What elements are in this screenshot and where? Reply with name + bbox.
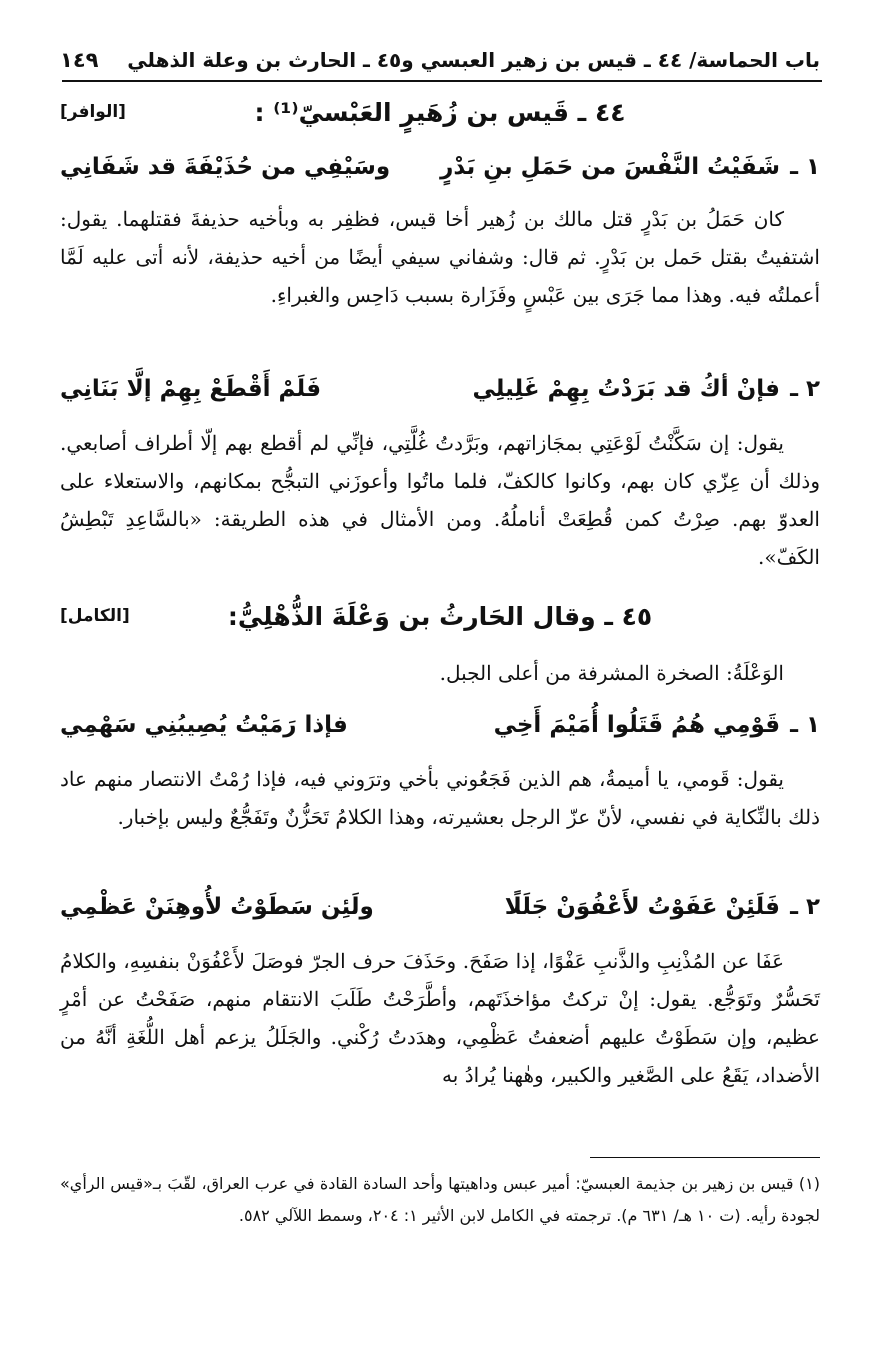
running-title: باب الحماسة/ ٤٤ ـ قيس بن زهير العبسي و٤٥ ـ الحارث بن وعلة الذهلي — [127, 48, 820, 72]
verse-line — [60, 890, 820, 934]
verse-hemistich-second: ولَئِن سَطَوْتُ لأُوهِنَنْ عَظْمِي — [60, 894, 374, 920]
intro-text: الوَعْلَةُ: الصخرة المشرفة من أعلى الجبل. — [439, 661, 784, 685]
verse-commentary — [60, 760, 820, 836]
meter-label: [الوافر] — [60, 102, 126, 122]
commentary-text: كان حَمَلُ بن بَدْرٍ قتل مالك بن زُهير أخا قيس، فظفِر به وبأخيه حذيفةَ فقتلهما. يقول: اشتفيتُ بقتل حَمل بن بَدْرٍ. ثم قال: وشفاني سيفي أيضًا من أخيه حذيفة، لأنه أتى عليه لَمَّا أعملتُه فيه. وهذا مما جَرَى بين عَبْسٍ وفَزَارة بسبب دَاحِس والغبراءِ. — [60, 207, 820, 307]
poem-heading-45 — [60, 600, 820, 644]
verse-number: ١ ـ — [790, 154, 820, 180]
verse-number: ١ ـ — [790, 712, 820, 738]
verse-line — [60, 708, 820, 752]
poem-title: ٤٤ ـ قَيس بن زُهَيرٍ العَبْسيّ⁽¹⁾ : — [254, 98, 626, 127]
intro-note — [60, 654, 820, 692]
commentary-text: يقول: قَومي، يا أميمةُ، هم الذين فَجَعُوني بأخي وترَوني فيه، فإذا رُمْتُ الانتصار منهم عاد ذلك بالنِّكاية في نفسي، لأنّ عزّ الرجل بعشيرته، وهذا الكلامُ تَحَزُّنٌ وتَفَجُّعٌ وليس بإخبار. — [60, 767, 820, 829]
commentary-text: يقول: إن سَكَّنْتُ لَوْعَتِي بمجَازاتهم، وبَرَّدتُ غُلَّتِي، فإنِّي لم أقطع بهم إلّا أطراف أصابعي. وذلك أن عِزّي كان بهم، وكانوا كالكفّ، فلما ماتُوا وأعوزَني التبجُّح بمكانهم، والاستعلاء على العدوّ بهم. صِرْتُ كمن قُطِعَتْ أناملُهُ. ومن الأمثال في هذه الطريقة: «بالسَّاعِدِ تَبْطِشُ الكَفّ». — [60, 431, 820, 569]
commentary-text: عَفَا عن المُذْنِبِ والذَّنبِ عَفْوًا، إذا صَفَحَ. وحَذَفَ حرف الجرّ فوصَلَ لأَعْفُوَنْ بنفسِهِ، والكلامُ تَحَسُّرٌ وتَوَجُّع. يقول: إنْ تركتُ مؤاخذَتَهم، وأطَّرَحْتُ طَلَبَ الانتقام منهم، صَفَحْتُ عن أمْرٍ عظيم، وإن سَطَوْتُ عليهم أضعفتُ عَظْمِي، وهدَدتُ رُكْني. والجَلَلُ يزعم أهل اللُّغَةِ أنَّهُ من الأضداد، يَقَعُ على الصَّغير والكبير، وهٰهنا يُرادُ به — [60, 949, 820, 1087]
poem-title: ٤٥ ـ وقال الحَارثُ بن وَعْلَةَ الذُّهْلِيُّ: — [227, 602, 653, 631]
verse-commentary — [60, 200, 820, 314]
verse-hemistich-first: فإنْ أكُ قد بَرَدْتُ بِهِمْ غَلِيلِي — [472, 376, 780, 402]
verse-commentary — [60, 424, 820, 576]
verse-hemistich-second: وسَيْفِي من حُذَيْفَةَ قد شَفَانِي — [60, 154, 391, 180]
verse-number: ٢ ـ — [790, 894, 820, 920]
verse-line — [60, 150, 820, 194]
verse-hemistich-first: شَفَيْتُ النَّفْسَ من حَمَلِ بنِ بَدْرٍ — [440, 154, 780, 180]
footnote-divider — [590, 1157, 820, 1158]
meter-label: [الكامل] — [60, 606, 130, 626]
header-divider — [62, 80, 822, 82]
verse-hemistich-second: فَلَمْ أَقْطَعْ بِهِمْ إلَّا بَنَانِي — [60, 376, 322, 402]
verse-commentary — [60, 942, 820, 1094]
verse-hemistich-first: قَوْمِي هُمُ قَتَلُوا أُمَيْمَ أَخِي — [493, 712, 780, 738]
verse-number: ٢ ـ — [790, 376, 820, 402]
verse-hemistich-second: فإذا رَمَيْتُ يُصِيبُنِي سَهْمِي — [60, 712, 348, 738]
page-number: ١٤٩ — [60, 48, 99, 72]
verse-line — [60, 372, 820, 416]
footnote: (١) قيس بن زهير بن جذيمة العبسيّ: أمير عبس وداهيتها وأحد السادة القادة في عرب العراق، لقّبَ بـ«قيس الرأي» لجودة رأيه. (ت ١٠ هـ/ ٦٣١ م). ترجمته في الكامل لابن الأثير ١: ٢٠٤، وسمط اللآلي ٥٨٢. — [60, 1174, 820, 1225]
verse-hemistich-first: فَلَئِنْ عَفَوْتُ لأَعْفُوَنْ جَلَلًا — [504, 894, 780, 920]
page-header — [60, 44, 820, 78]
poem-heading-44 — [60, 96, 820, 140]
